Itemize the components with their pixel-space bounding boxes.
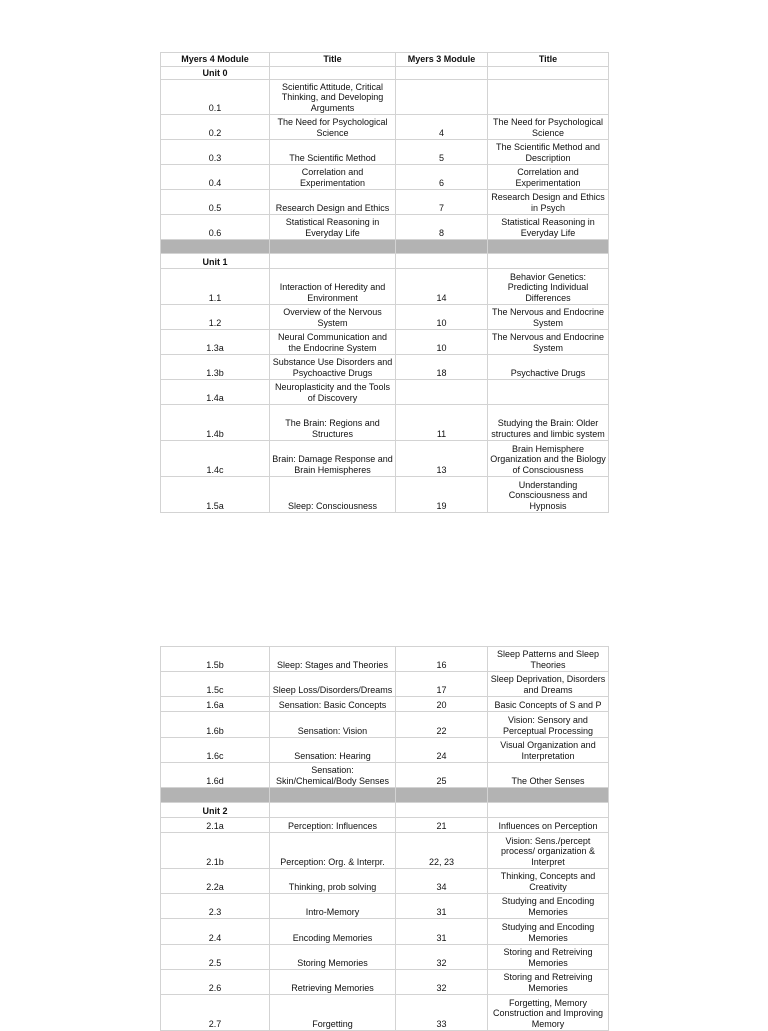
myers4-title-cell: Research Design and Ethics xyxy=(270,190,396,215)
myers3-module-cell: 22, 23 xyxy=(396,833,488,869)
table-row xyxy=(161,355,609,380)
empty-cell xyxy=(488,67,609,80)
unit-label: Unit 0 xyxy=(161,67,270,80)
myers4-module-cell: 2.5 xyxy=(161,945,270,970)
myers4-title-cell: The Need for Psychological Science xyxy=(270,115,396,140)
myers4-module-cell: 0.2 xyxy=(161,115,270,140)
table-row xyxy=(161,305,609,330)
myers4-title-cell: Perception: Influences xyxy=(270,818,396,833)
myers3-module-cell: 31 xyxy=(396,894,488,919)
myers3-module-cell: 22 xyxy=(396,712,488,738)
myers4-module-cell: 1.4b xyxy=(161,405,270,441)
table-row xyxy=(161,970,609,995)
myers4-module-cell: 1.6c xyxy=(161,738,270,763)
myers4-title-cell: Sleep: Stages and Theories xyxy=(270,647,396,672)
myers3-title-cell: Correlation and Experimentation xyxy=(488,165,609,190)
unit-heading-row xyxy=(161,803,609,818)
myers4-title-cell: Scientific Attitude, Critical Thinking, and Developing Arguments xyxy=(270,80,396,115)
myers4-title-cell: Retrieving Memories xyxy=(270,970,396,995)
myers4-module-cell: 1.3a xyxy=(161,330,270,355)
myers3-title-cell: Storing and Retreiving Memories xyxy=(488,945,609,970)
table-row xyxy=(161,380,609,405)
empty-cell xyxy=(488,254,609,269)
myers4-module-cell: 2.3 xyxy=(161,894,270,919)
myers4-title-cell: Correlation and Experimentation xyxy=(270,165,396,190)
myers4-module-cell: 1.2 xyxy=(161,305,270,330)
myers3-module-cell: 4 xyxy=(396,115,488,140)
myers3-module-cell: 25 xyxy=(396,763,488,788)
myers3-module-cell: 33 xyxy=(396,995,488,1031)
divider-cell xyxy=(270,240,396,254)
myers4-module-cell: 2.2a xyxy=(161,869,270,894)
empty-cell xyxy=(396,803,488,818)
table-row xyxy=(161,330,609,355)
myers4-module-cell: 1.5c xyxy=(161,672,270,697)
myers3-module-cell: 24 xyxy=(396,738,488,763)
table-row xyxy=(161,712,609,738)
divider-cell xyxy=(488,240,609,254)
myers4-title-cell: The Brain: Regions and Structures xyxy=(270,405,396,441)
myers4-title-cell: Thinking, prob solving xyxy=(270,869,396,894)
myers3-title-cell: Vision: Sensory and Perceptual Processing xyxy=(488,712,609,738)
table-row xyxy=(161,215,609,240)
unit-divider-row xyxy=(161,240,609,254)
myers3-module-cell: 18 xyxy=(396,355,488,380)
table-row xyxy=(161,269,609,305)
unit-label: Unit 2 xyxy=(161,803,270,818)
table-row xyxy=(161,894,609,919)
myers4-title-cell: Intro-Memory xyxy=(270,894,396,919)
myers3-module-cell: 19 xyxy=(396,477,488,513)
myers4-module-cell: 0.4 xyxy=(161,165,270,190)
module-table-bottom xyxy=(160,646,609,1031)
myers3-module-cell: 13 xyxy=(396,441,488,477)
myers3-module-cell: 5 xyxy=(396,140,488,165)
table-row xyxy=(161,945,609,970)
myers3-title-cell: The Need for Psychological Science xyxy=(488,115,609,140)
myers3-module-cell: 17 xyxy=(396,672,488,697)
myers3-module-cell: 8 xyxy=(396,215,488,240)
myers3-module-cell: 10 xyxy=(396,330,488,355)
empty-cell xyxy=(488,803,609,818)
header-title-myers4: Title xyxy=(270,53,396,67)
myers3-title-cell: The Scientific Method and Description xyxy=(488,140,609,165)
myers3-title-cell: The Nervous and Endocrine System xyxy=(488,305,609,330)
table-row xyxy=(161,441,609,477)
myers4-title-cell: Forgetting xyxy=(270,995,396,1031)
myers3-title-cell: Brain Hemisphere Organization and the Biology of Consciousness xyxy=(488,441,609,477)
table-row xyxy=(161,738,609,763)
myers4-title-cell: Statistical Reasoning in Everyday Life xyxy=(270,215,396,240)
myers4-module-cell: 0.1 xyxy=(161,80,270,115)
module-table-top xyxy=(160,52,609,513)
divider-cell xyxy=(396,240,488,254)
myers3-title-cell: Sleep Patterns and Sleep Theories xyxy=(488,647,609,672)
myers4-module-cell: 2.1a xyxy=(161,818,270,833)
myers4-title-cell: Overview of the Nervous System xyxy=(270,305,396,330)
myers4-module-cell: 0.5 xyxy=(161,190,270,215)
myers4-module-cell: 0.6 xyxy=(161,215,270,240)
table-row xyxy=(161,833,609,869)
myers4-title-cell: Sensation: Basic Concepts xyxy=(270,697,396,712)
myers3-title-cell: The Nervous and Endocrine System xyxy=(488,330,609,355)
myers3-title-cell: Forgetting, Memory Construction and Improving Memory xyxy=(488,995,609,1031)
myers3-module-cell: 32 xyxy=(396,970,488,995)
myers4-title-cell: Sleep: Consciousness xyxy=(270,477,396,513)
table-row xyxy=(161,818,609,833)
myers3-title-cell: Studying the Brain: Older structures and limbic system xyxy=(488,405,609,441)
myers4-title-cell: Sensation: Skin/Chemical/Body Senses xyxy=(270,763,396,788)
myers4-title-cell: Substance Use Disorders and Psychoactive Drugs xyxy=(270,355,396,380)
myers3-module-cell: 31 xyxy=(396,919,488,945)
myers3-title-cell: The Other Senses xyxy=(488,763,609,788)
myers4-title-cell: Storing Memories xyxy=(270,945,396,970)
table-row xyxy=(161,115,609,140)
myers4-title-cell: The Scientific Method xyxy=(270,140,396,165)
header-myers3-module: Myers 3 Module xyxy=(396,53,488,67)
myers4-module-cell: 1.4a xyxy=(161,380,270,405)
myers3-module-cell: 34 xyxy=(396,869,488,894)
myers3-module-cell xyxy=(396,80,488,115)
myers4-module-cell: 1.5b xyxy=(161,647,270,672)
myers4-title-cell: Brain: Damage Response and Brain Hemispheres xyxy=(270,441,396,477)
table-row xyxy=(161,869,609,894)
myers3-title-cell: Research Design and Ethics in Psych xyxy=(488,190,609,215)
myers4-module-cell: 1.1 xyxy=(161,269,270,305)
myers4-title-cell: Interaction of Heredity and Environment xyxy=(270,269,396,305)
myers3-title-cell: Storing and Retreiving Memories xyxy=(488,970,609,995)
myers4-module-cell: 2.7 xyxy=(161,995,270,1031)
divider-cell xyxy=(488,788,609,803)
divider-cell xyxy=(161,240,270,254)
myers4-title-cell: Neural Communication and the Endocrine System xyxy=(270,330,396,355)
myers4-module-cell: 1.3b xyxy=(161,355,270,380)
myers4-module-cell: 1.4c xyxy=(161,441,270,477)
header-title-myers3: Title xyxy=(488,53,609,67)
myers4-module-cell: 1.5a xyxy=(161,477,270,513)
myers3-module-cell: 11 xyxy=(396,405,488,441)
divider-cell xyxy=(396,788,488,803)
table-row xyxy=(161,165,609,190)
myers3-title-cell: Psychactive Drugs xyxy=(488,355,609,380)
myers3-title-cell: Behavior Genetics: Predicting Individual Differences xyxy=(488,269,609,305)
table-row xyxy=(161,405,609,441)
table-row xyxy=(161,477,609,513)
unit-label: Unit 1 xyxy=(161,254,270,269)
myers3-title-cell: Influences on Perception xyxy=(488,818,609,833)
myers4-module-cell: 1.6d xyxy=(161,763,270,788)
unit-divider-row xyxy=(161,788,609,803)
table-row xyxy=(161,919,609,945)
myers3-module-cell: 7 xyxy=(396,190,488,215)
myers3-module-cell: 32 xyxy=(396,945,488,970)
table-row xyxy=(161,140,609,165)
table-row xyxy=(161,763,609,788)
table-row xyxy=(161,190,609,215)
myers4-title-cell: Perception: Org. & Interpr. xyxy=(270,833,396,869)
myers4-title-cell: Encoding Memories xyxy=(270,919,396,945)
empty-cell xyxy=(270,803,396,818)
myers3-module-cell: 10 xyxy=(396,305,488,330)
myers3-title-cell: Basic Concepts of S and P xyxy=(488,697,609,712)
table-row xyxy=(161,697,609,712)
myers4-title-cell: Sensation: Hearing xyxy=(270,738,396,763)
myers3-module-cell: 6 xyxy=(396,165,488,190)
myers3-title-cell xyxy=(488,80,609,115)
myers4-module-cell: 1.6a xyxy=(161,697,270,712)
myers3-title-cell: Sleep Deprivation, Disorders and Dreams xyxy=(488,672,609,697)
myers4-module-cell: 0.3 xyxy=(161,140,270,165)
myers4-title-cell: Sleep Loss/Disorders/Dreams xyxy=(270,672,396,697)
myers3-module-cell: 21 xyxy=(396,818,488,833)
myers3-title-cell: Studying and Encoding Memories xyxy=(488,894,609,919)
divider-cell xyxy=(161,788,270,803)
myers3-module-cell: 14 xyxy=(396,269,488,305)
myers4-title-cell: Sensation: Vision xyxy=(270,712,396,738)
divider-cell xyxy=(270,788,396,803)
myers4-module-cell: 2.6 xyxy=(161,970,270,995)
myers3-title-cell: Understanding Consciousness and Hypnosis xyxy=(488,477,609,513)
myers3-module-cell: 16 xyxy=(396,647,488,672)
myers4-module-cell: 1.6b xyxy=(161,712,270,738)
table-row xyxy=(161,672,609,697)
empty-cell xyxy=(270,67,396,80)
table-row xyxy=(161,647,609,672)
unit-heading-row xyxy=(161,254,609,269)
myers4-module-cell: 2.1b xyxy=(161,833,270,869)
table-row xyxy=(161,80,609,115)
myers3-module-cell xyxy=(396,380,488,405)
unit-heading-row xyxy=(161,67,609,80)
header-row xyxy=(161,53,609,67)
table-row xyxy=(161,995,609,1031)
empty-cell xyxy=(396,254,488,269)
empty-cell xyxy=(396,67,488,80)
myers3-title-cell: Studying and Encoding Memories xyxy=(488,919,609,945)
empty-cell xyxy=(270,254,396,269)
myers3-title-cell: Statistical Reasoning in Everyday Life xyxy=(488,215,609,240)
myers3-module-cell: 20 xyxy=(396,697,488,712)
myers3-title-cell: Thinking, Concepts and Creativity xyxy=(488,869,609,894)
header-myers4-module: Myers 4 Module xyxy=(161,53,270,67)
myers3-title-cell xyxy=(488,380,609,405)
myers4-title-cell: Neuroplasticity and the Tools of Discovery xyxy=(270,380,396,405)
myers3-title-cell: Visual Organization and Interpretation xyxy=(488,738,609,763)
myers4-module-cell: 2.4 xyxy=(161,919,270,945)
myers3-title-cell: Vision: Sens./percept process/ organization & Interpret xyxy=(488,833,609,869)
